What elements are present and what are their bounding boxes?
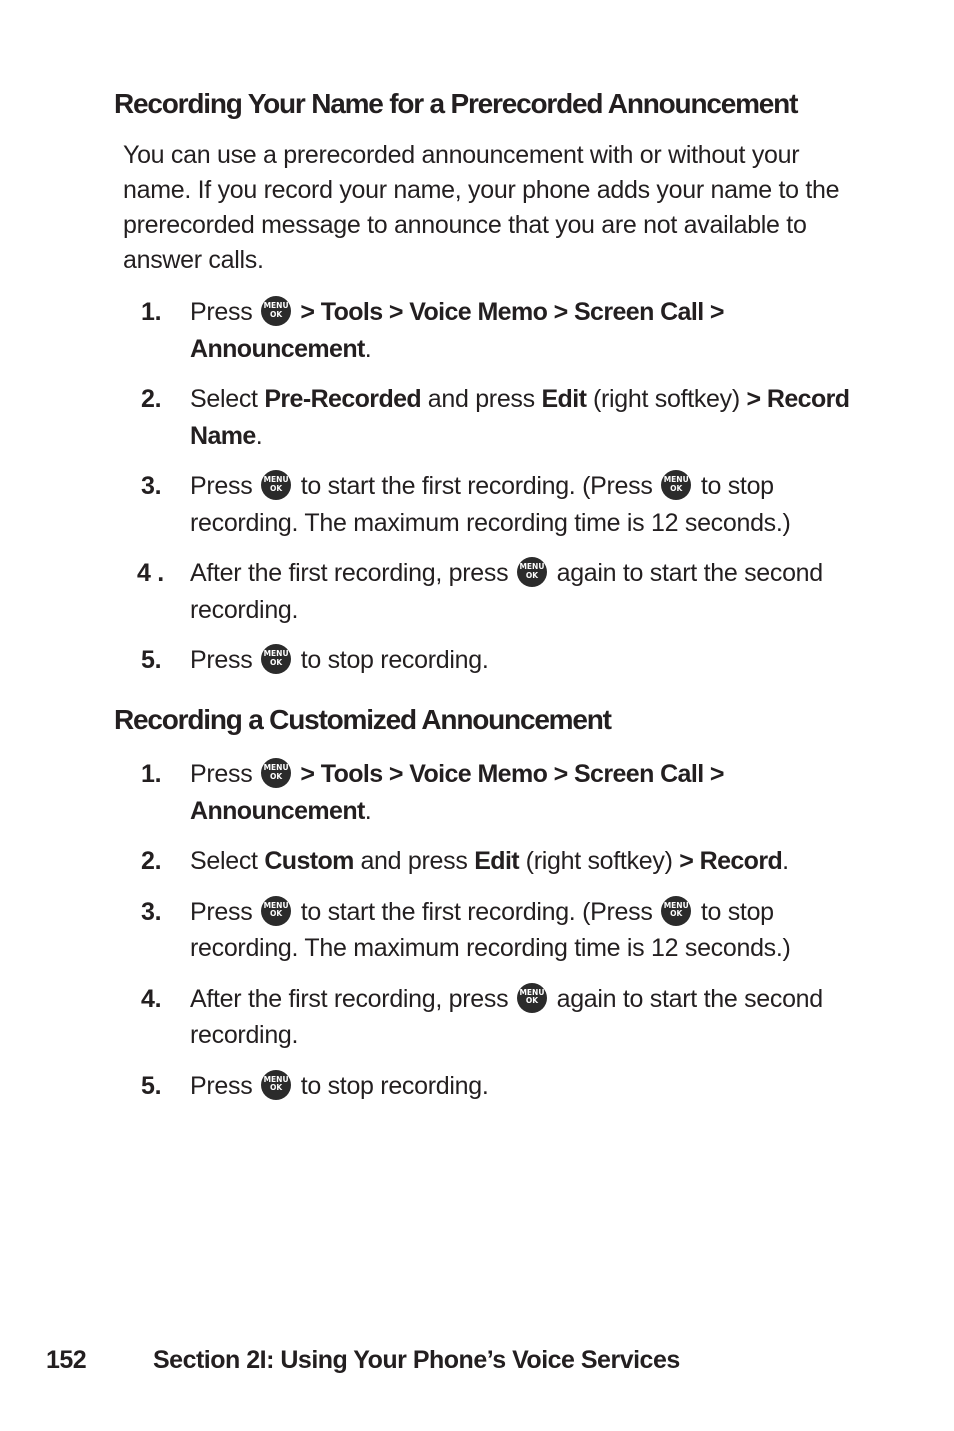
list-item: [0, 381, 954, 454]
step-number: 3.: [141, 472, 162, 500]
menu-ok-key-icon: [261, 1070, 291, 1100]
step-text: Press MENU OK > Tools > Voice Memo > Screen Call > Announcement.: [190, 294, 870, 367]
steps-list-customized: [0, 756, 954, 1104]
steps-list-prerecorded: [0, 294, 954, 679]
menu-ok-key-icon: [261, 470, 291, 500]
step-number: 4.: [141, 984, 162, 1013]
step-text: Select Pre-Recorded and press Edit (right softkey) > Record Name.: [190, 385, 850, 450]
step-text: After the first recording, press MENU OK again to start the second recording.: [190, 981, 870, 1054]
step-number: 1.: [141, 760, 162, 788]
list-item: [0, 555, 954, 628]
step-text: Press MENU OK > Tools > Voice Memo > Screen Call > Announcement.: [190, 756, 870, 829]
step-number: 2.: [141, 847, 162, 875]
menu-ok-key-icon: [517, 557, 547, 587]
step-number: 2.: [141, 385, 162, 413]
menu-ok-key-icon: [261, 644, 291, 674]
menu-ok-key-icon: [261, 758, 291, 788]
menu-ok-key-icon: [261, 296, 291, 326]
step-text: Press MENU OK to stop recording.: [190, 1068, 870, 1105]
list-item: [0, 642, 954, 679]
list-item: [0, 894, 954, 967]
step-text: Press MENU OK to stop recording.: [190, 642, 870, 679]
section-heading-customized: Recording a Customized Announcement: [114, 704, 611, 735]
list-item: [0, 294, 954, 367]
intro-paragraph: You can use a prerecorded announcement with or without your name. If you record your name, your phone adds your name to the prerecorded message to announce that you are not available to answer calls.: [123, 141, 840, 274]
section-heading-prerecorded: Recording Your Name for a Prerecorded Announcement: [114, 88, 798, 119]
list-item: [0, 468, 954, 541]
list-item: [0, 1068, 954, 1105]
step-number: 5.: [141, 1071, 162, 1100]
menu-ok-key-icon: [661, 896, 691, 926]
step-number: 3.: [141, 897, 162, 926]
step-text: Select Custom and press Edit (right softkey) > Record.: [190, 847, 789, 875]
list-item: [0, 756, 954, 829]
menu-ok-key-icon: [661, 470, 691, 500]
list-item: [0, 843, 954, 880]
list-item: [0, 981, 954, 1054]
step-number: 4 .: [137, 559, 164, 587]
page-number: 152: [46, 1346, 87, 1374]
menu-ok-key-icon: [261, 896, 291, 926]
menu-ok-key-icon: [517, 983, 547, 1013]
step-number: 5.: [141, 646, 162, 674]
step-number: 1.: [141, 298, 162, 326]
step-text: Press MENU OK to start the first recording. (Press MENU OK to stop recording. The maximum recording time is 12 seconds.): [190, 894, 870, 967]
step-text: After the first recording, press MENU OK again to start the second recording.: [190, 555, 870, 628]
step-text: Press MENU OK to start the first recording. (Press MENU OK to stop recording. The maximum recording time is 12 seconds.): [190, 468, 870, 541]
section-title: Section 2I: Using Your Phone’s Voice Services: [153, 1346, 680, 1374]
